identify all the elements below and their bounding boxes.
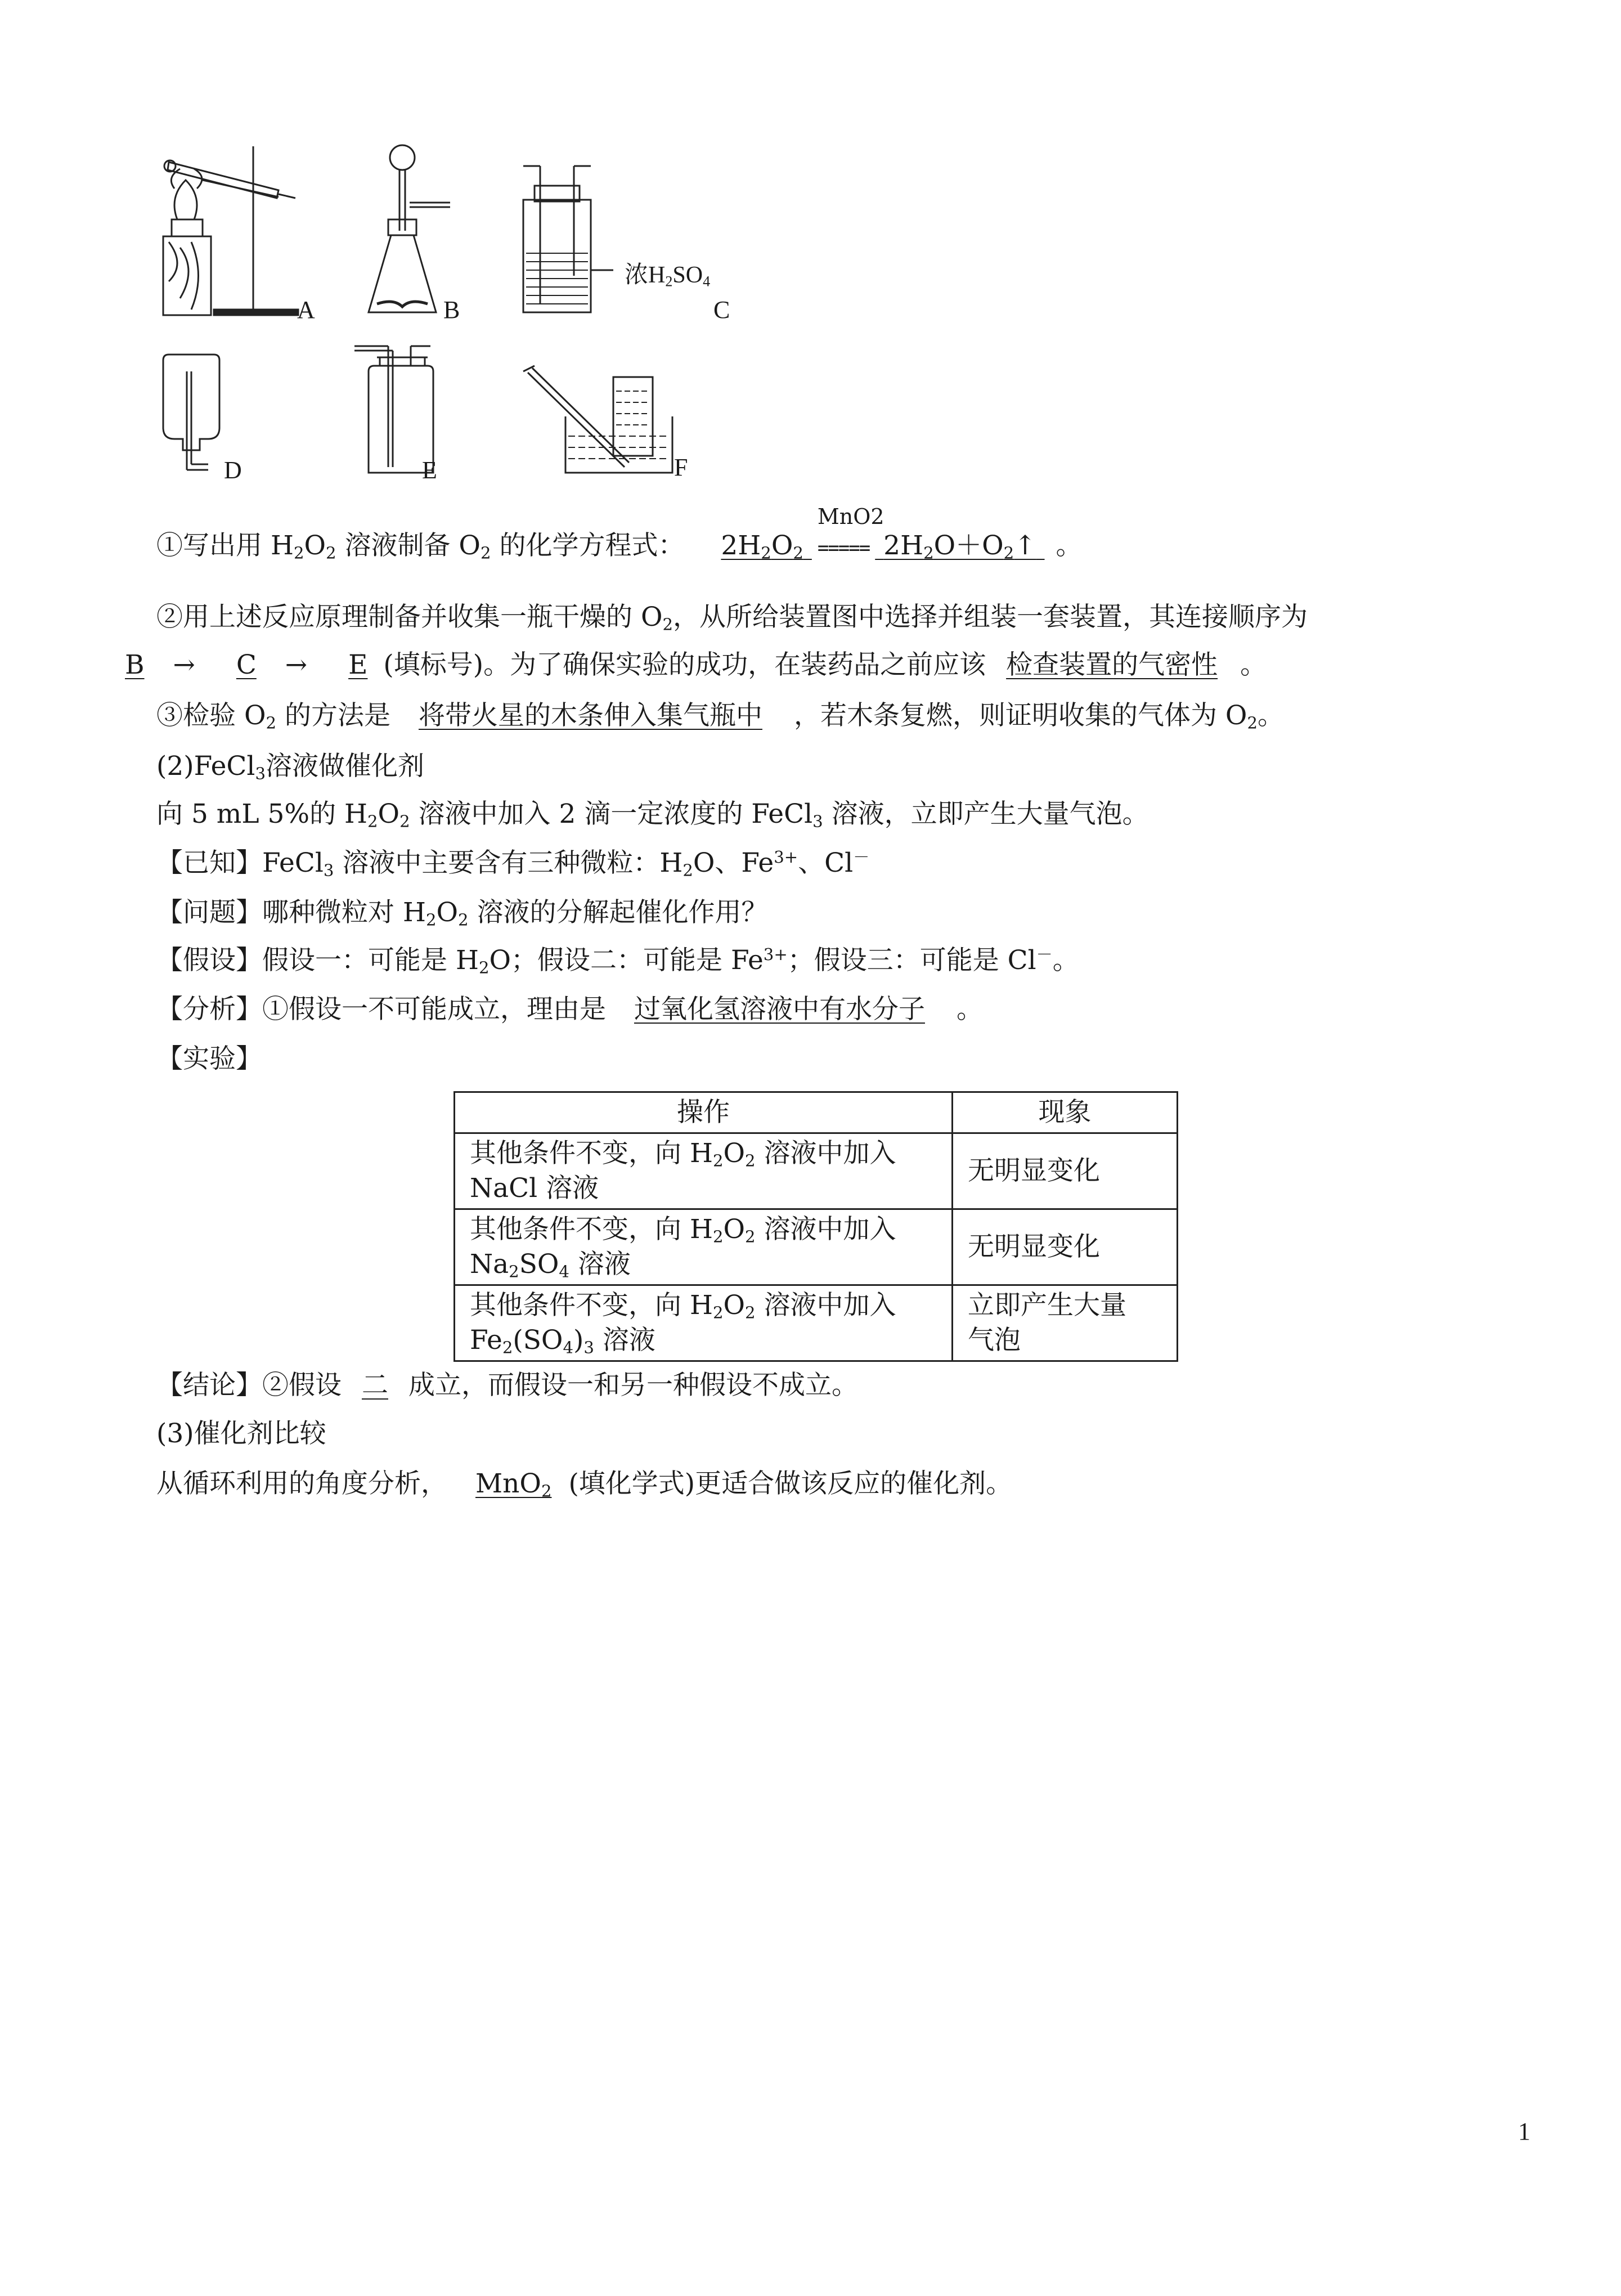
page-number: 1: [1518, 2118, 1530, 2145]
conclusion-answer: 二: [362, 1370, 388, 1401]
apparatus-d-label: D: [224, 456, 242, 484]
table-row: [455, 1285, 1178, 1361]
apparatus-a-drawing: [163, 146, 298, 315]
apparatus-c-reagent-label: 浓$H_2SO_4$: [625, 262, 711, 290]
q2-answer-2: C: [236, 649, 257, 680]
table-header-row: [455, 1092, 1178, 1133]
s2-analysis: 【分析】①假设一不可能成立，理由是 过氧化氢溶液中有水分子 。: [156, 994, 983, 1025]
s2-title: (2)FeCl$_3$溶液做催化剂: [156, 751, 424, 783]
s3-line: 从循环利用的角度分析， MnO$_2$ (填化学式)更适合做该反应的催化剂。: [156, 1468, 1013, 1501]
s2-question: 【问题】哪种微粒对 $H_2O_2$ 溶液的分解起催化作用？: [156, 897, 768, 930]
apparatus-c-label: C: [713, 296, 730, 324]
table-cell-phenomenon: 无明显变化: [953, 1209, 1178, 1285]
apparatus-e-drawing: [354, 346, 433, 473]
q3-line: ③检验 $O_2$ 的方法是 将带火星的木条伸入集气瓶中 ，若木条复燃，则证明收集的气体为 $O_2$。: [156, 700, 1284, 733]
apparatus-e-label: E: [422, 456, 437, 484]
q2-answer-1: B: [125, 649, 145, 680]
apparatus-d-drawing: [163, 355, 219, 470]
s3-answer: MnO$_2$: [475, 1468, 552, 1501]
catalyst-condition: MnO2 =====: [817, 504, 884, 559]
apparatus-b-drawing: [369, 145, 450, 312]
table-cell-operation: 其他条件不变，向 $H_2O_2$ 溶液中加入 $Fe_2(SO_4)_3$ 溶液: [455, 1285, 953, 1361]
apparatus-f-drawing: [523, 366, 672, 473]
s2-known: 【已知】FeCl$_3$ 溶液中主要含有三种微粒：$H_2O$、$Fe^{3+}$、Cl－: [156, 847, 870, 880]
apparatus-b-label: B: [443, 296, 460, 324]
table-cell-operation: 其他条件不变，向 $H_2O_2$ 溶液中加入 NaCl 溶液: [455, 1133, 953, 1209]
q3-answer: 将带火星的木条伸入集气瓶中: [418, 700, 762, 731]
apparatus-f-label: F: [674, 454, 688, 481]
experiment-table: [453, 1091, 1178, 1362]
table-cell-phenomenon: 无明显变化: [953, 1133, 1178, 1209]
table-header-phenomenon: 现象: [953, 1092, 1178, 1133]
table-row: [455, 1133, 1178, 1209]
q1-line: ①写出用 $H_2O_2$ 溶液制备 $O_2$ 的化学方程式： $2H_2O_2$ MnO2 ===== $2H_2O+O_2↑$ 。: [156, 528, 1083, 566]
table-cell-phenomenon: 立即产生大量 气泡: [953, 1285, 1178, 1361]
q2-answer-4: 检查装置的气密性: [1006, 649, 1218, 680]
q2-answer-3: E: [348, 649, 368, 680]
apparatus-a-label: A: [297, 296, 315, 324]
analysis-answer: 过氧化氢溶液中有水分子: [634, 994, 925, 1025]
q2-line-2: B → C → E (填标号)。为了确保实验的成功，在装药品之前应该 检查装置的气密性 。: [97, 647, 1267, 683]
conclusion-line: 【结论】②假设 二 成立，而假设一和另一种假设不成立。: [156, 1370, 858, 1401]
table-row: [455, 1209, 1178, 1285]
table-header-operation: 操作: [455, 1092, 953, 1133]
table-cell-operation: 其他条件不变，向 $H_2O_2$ 溶液中加入 $Na_2SO_4$ 溶液: [455, 1209, 953, 1285]
s2-intro: 向 5 mL 5%的 $H_2O_2$ 溶液中加入 2 滴一定浓度的 FeCl$_3$ 溶液，立即产生大量气泡。: [156, 799, 1149, 831]
q2-line-1: ②用上述反应原理制备并收集一瓶干燥的 $O_2$，从所给装置图中选择并组装一套装置，其连接顺序为: [156, 602, 1308, 634]
q1-answer: $2H_2O_2$ MnO2 ===== $2H_2O+O_2↑$: [693, 530, 1056, 561]
s2-experiment-title: 【实验】: [156, 1043, 262, 1074]
apparatus-c-drawing: [523, 166, 613, 312]
s3-title: (3)催化剂比较: [156, 1418, 326, 1449]
s2-hypothesis: 【假设】假设一：可能是 $H_2O$；假设二：可能是 $Fe^{3+}$；假设三：可能是 Cl－。: [156, 944, 1079, 977]
